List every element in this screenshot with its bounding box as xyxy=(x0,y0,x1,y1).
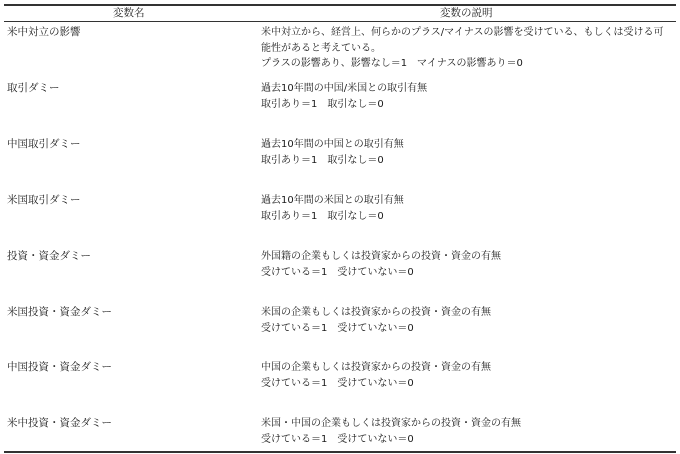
variable-name: 米中対立の影響 xyxy=(7,26,81,38)
description-line: 米国の企業もしくは投資家からの投資・資金の有無 xyxy=(261,307,491,318)
variable-description xyxy=(261,25,677,72)
description-line: 過去10年間の中国との取引有無 xyxy=(261,139,404,150)
variable-name: 投資・資金ダミー xyxy=(7,250,91,262)
description-line: 中国の企業もしくは投資家からの投資・資金の有無 xyxy=(261,362,491,373)
description-line: 取引あり＝1 取引なし＝0 xyxy=(261,154,384,166)
variable-description xyxy=(261,305,677,336)
description-line: 過去10年間の米国との取引有無 xyxy=(261,195,404,206)
description-line: 取引あり＝1 取引なし＝0 xyxy=(261,210,384,222)
description-line: 受けている＝1 受けていない＝0 xyxy=(261,433,414,445)
description-line: 過去10年間の中国/米国との取引有無 xyxy=(261,83,428,94)
table-bottom-rule xyxy=(4,451,676,453)
description-line: 能性があると考えている。 xyxy=(261,42,381,54)
variable-description xyxy=(261,193,677,224)
variable-name: 中国投資・資金ダミー xyxy=(7,361,112,373)
description-line: プラスの影響あり、影響なし＝1 マイナスの影響あり＝0 xyxy=(261,58,523,69)
description-line: 米国・中国の企業もしくは投資家からの投資・資金の有無 xyxy=(261,418,521,429)
description-line: 受けている＝1 受けていない＝0 xyxy=(261,377,414,389)
column-header-variable-name: 変数名 xyxy=(113,7,145,19)
description-line: 米中対立から、経営上、何らかのプラス/マイナスの影響を受けている、もしくは受ける可 xyxy=(261,27,664,38)
variable-description xyxy=(261,416,677,447)
table-top-rule xyxy=(4,4,676,6)
description-line: 取引あり＝1 取引なし＝0 xyxy=(261,98,384,110)
description-line: 外国籍の企業もしくは投資家からの投資・資金の有無 xyxy=(261,251,501,262)
variable-name: 米国取引ダミー xyxy=(7,194,81,206)
column-header-variable-description: 変数の説明 xyxy=(440,7,493,19)
variable-description xyxy=(261,81,677,112)
variable-name: 取引ダミー xyxy=(7,82,60,94)
description-line: 受けている＝1 受けていない＝0 xyxy=(261,322,414,334)
variable-name: 米中投資・資金ダミー xyxy=(7,417,112,429)
variable-name: 米国投資・資金ダミー xyxy=(7,306,112,318)
variable-description xyxy=(261,249,677,280)
variable-name: 中国取引ダミー xyxy=(7,138,81,150)
variable-description xyxy=(261,360,677,391)
variable-description xyxy=(261,137,677,168)
description-line: 受けている＝1 受けていない＝0 xyxy=(261,266,414,278)
header-rule xyxy=(4,21,676,22)
